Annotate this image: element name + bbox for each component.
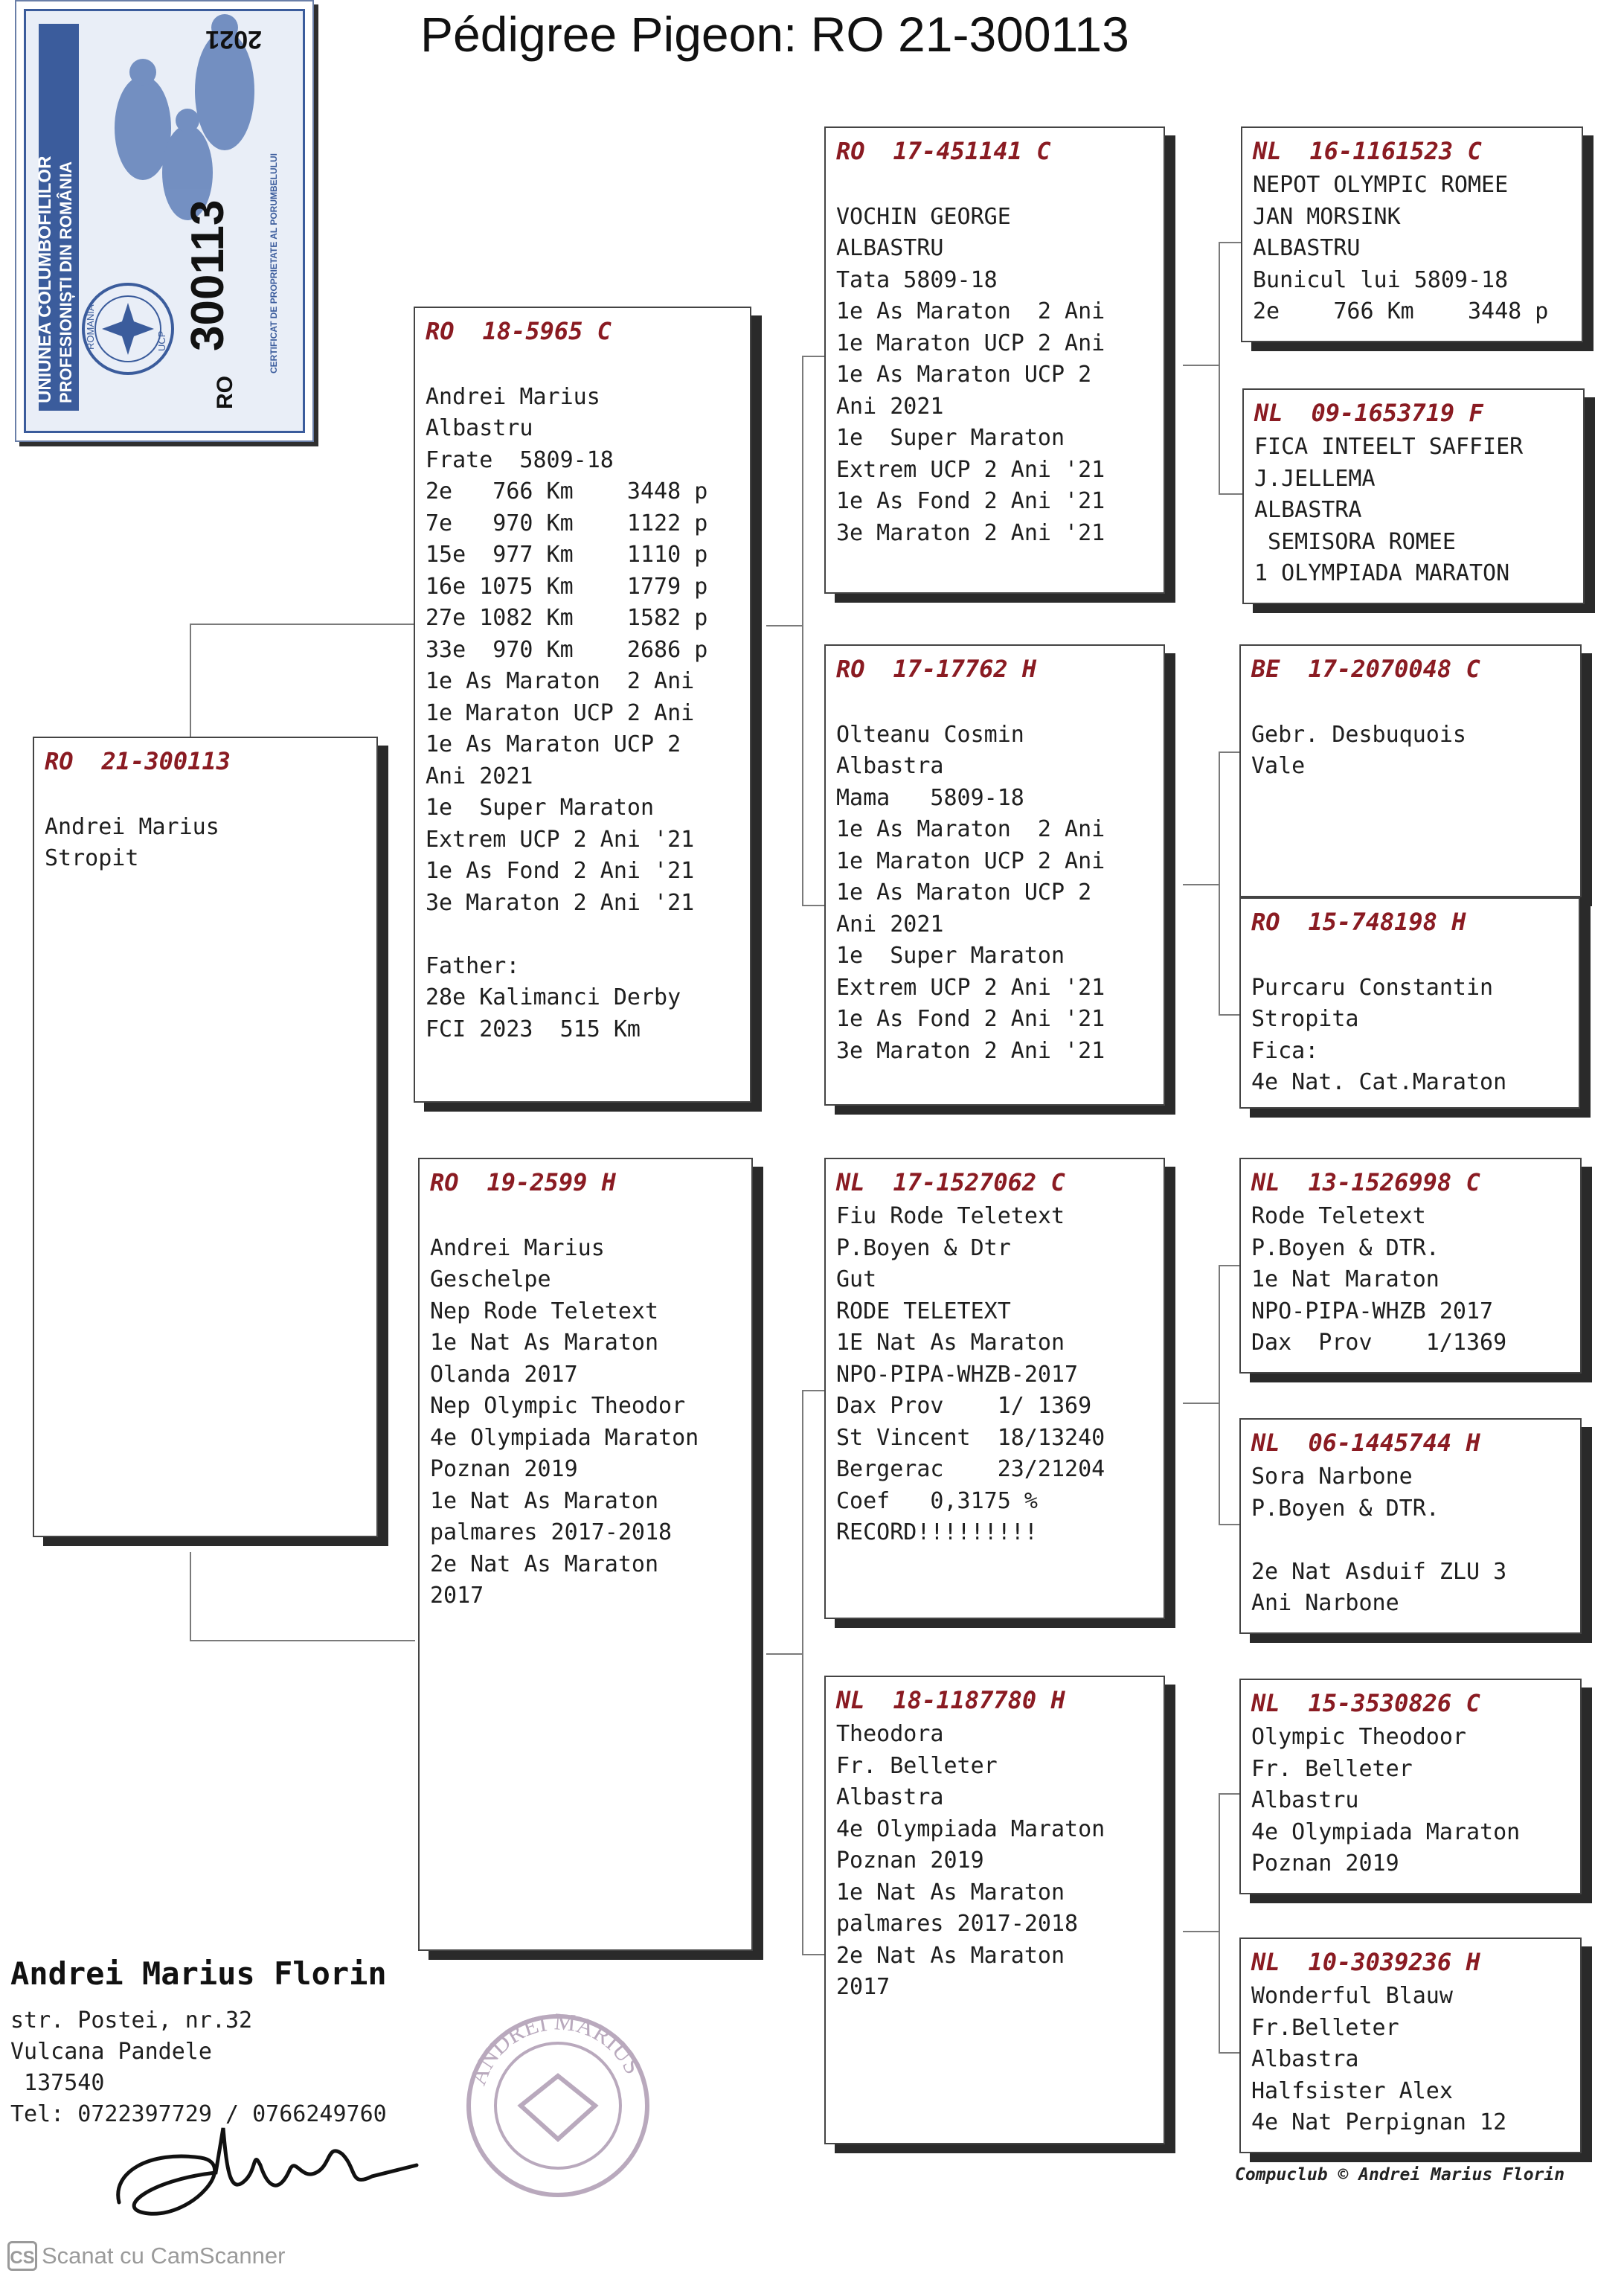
card-line: Poznan 2019 <box>430 1456 578 1482</box>
card-line: palmares 2017-2018 <box>430 1519 673 1545</box>
card-line: 2e Nat As Maraton <box>430 1551 659 1577</box>
ring-number: 21-300113 <box>101 747 231 775</box>
compuclub-copyright: Compuclub © Andrei Marius Florin <box>1235 2165 1565 2185</box>
card-line: 1E Nat As Maraton <box>836 1330 1065 1356</box>
card-header <box>1251 1685 1570 1722</box>
country-code: NL <box>1251 1948 1280 1976</box>
card-line: JAN MORSINK <box>1253 203 1401 230</box>
card-line: Halfsister Alex <box>1251 2077 1453 2104</box>
card-line: Ani 2021 <box>836 911 944 938</box>
camscanner-label: Scanat cu CamScanner <box>42 2243 286 2269</box>
country-code: NL <box>1251 1689 1280 1717</box>
card-line: 1e As Maraton UCP 2 <box>836 879 1092 906</box>
card-line: palmares 2017-2018 <box>836 1911 1079 1937</box>
ring-number: 17-451141 C <box>893 137 1051 165</box>
card-line: Stropita <box>1251 1006 1359 1032</box>
card-line <box>1251 940 1568 972</box>
card-line: Dax Prov 1/1369 <box>1251 1330 1507 1356</box>
card-line: Mama 5809-18 <box>836 784 1024 811</box>
card-header <box>1251 1943 1570 1981</box>
card-header <box>1253 132 1571 170</box>
owner-street: str. Postei, nr.32 <box>10 2007 253 2033</box>
card-header <box>45 743 366 780</box>
card-line: 28e Kalimanci Derby <box>426 984 681 1010</box>
country-code: RO <box>45 747 74 775</box>
country-code: NL <box>1254 399 1283 427</box>
card-line: Extrem UCP 2 Ani '21 <box>836 974 1105 1001</box>
ring-number: 18-5965 C <box>482 317 612 345</box>
card-line: St Vincent 18/13240 <box>836 1424 1105 1451</box>
card-line: Andrei Marius <box>430 1234 605 1261</box>
cert-org-line1: UNIUNEA COLUMBOFILILOR <box>35 156 55 403</box>
card-mfm <box>1239 1418 1582 1634</box>
card-line: 2017 <box>836 1974 890 2000</box>
ring-number: 06-1445744 H <box>1308 1429 1480 1457</box>
card-line: Albastra <box>836 1784 944 1810</box>
card-line: Sora Narbone <box>1251 1464 1413 1490</box>
owner-zip: 137540 <box>10 2070 105 2096</box>
card-ff <box>824 126 1165 594</box>
card-line: 1e As Maraton UCP 2 <box>836 362 1092 388</box>
card-fmf <box>1239 644 1582 897</box>
card-header <box>426 313 739 350</box>
cert-org-line2: PROFESIONIȘTI DIN ROMÂNIA <box>57 161 75 403</box>
card-line: 2017 <box>430 1583 484 1609</box>
card-line: Wonderful Blauw <box>1251 1983 1453 2009</box>
card-line: Olympic Theodoor <box>1251 1724 1466 1750</box>
card-line: ALBASTRA <box>1254 497 1362 523</box>
card-line: Poznan 2019 <box>1251 1850 1399 1876</box>
card-line: 3e Maraton 2 Ani '21 <box>836 519 1105 546</box>
card-line: Father: <box>426 952 520 979</box>
card-line: 3e Maraton 2 Ani '21 <box>426 889 695 916</box>
card-header <box>430 1164 741 1201</box>
cert-seal-left: ROMANIA <box>85 304 96 350</box>
card-line: 15e 977 Km 1110 p <box>426 542 708 568</box>
card-line: 4e Olympiada Maraton <box>1251 1818 1521 1845</box>
card-line: 1e As Maraton 2 Ani <box>836 816 1105 842</box>
cert-number: 300113 <box>182 199 234 351</box>
owner-name: Andrei Marius Florin <box>10 1955 387 1992</box>
card-line: 4e Nat Perpignan 12 <box>1251 2109 1507 2135</box>
card-header <box>836 1682 1153 1719</box>
card-line: Olanda 2017 <box>430 1361 578 1388</box>
card-line: Rode Teletext <box>1251 1203 1426 1229</box>
cert-caption: CERTIFICAT DE PROPRIETATE AL PORUMBELULUI <box>269 153 279 374</box>
card-mff <box>1239 1158 1582 1374</box>
card-line: 1e Super Maraton <box>836 425 1065 451</box>
card-line: 16e 1075 Km 1779 p <box>426 573 708 600</box>
card-line: Purcaru Constantin <box>1251 974 1494 1001</box>
card-line <box>430 1201 741 1233</box>
card-line: 2e Nat As Maraton <box>836 1942 1065 1969</box>
card-line: 1e Super Maraton <box>426 795 655 821</box>
card-line: Gebr. Desbuquois <box>1251 721 1466 748</box>
card-line: VOCHIN GEORGE <box>836 203 1011 230</box>
ring-number: 10-3039236 H <box>1308 1948 1480 1976</box>
card-line: 1e Super Maraton <box>836 943 1065 969</box>
country-code: BE <box>1251 655 1280 683</box>
ring-number: 17-17762 H <box>893 655 1037 683</box>
card-header <box>1251 1424 1570 1461</box>
card-line: 1 OLYMPIADA MARATON <box>1254 560 1510 586</box>
card-line: 1e As Fond 2 Ani '21 <box>426 858 695 884</box>
card-line: Albastru <box>1251 1787 1359 1813</box>
card-line: Theodora <box>836 1721 944 1747</box>
card-line: 1e Nat As Maraton <box>430 1487 659 1514</box>
card-line <box>836 688 1153 719</box>
card-line: 1e Nat Maraton <box>1251 1266 1440 1292</box>
card-line: Coef 0,3175 % <box>836 1487 1038 1514</box>
country-code: NL <box>836 1686 865 1714</box>
card-header <box>1254 394 1573 432</box>
card-line: 1e As Maraton 2 Ani <box>426 668 695 694</box>
owner-stamp <box>439 1994 684 2217</box>
card-line <box>1251 688 1570 719</box>
card-line: Andrei Marius <box>45 813 219 840</box>
cert-country: RO <box>213 376 237 409</box>
ring-number: 15-3530826 C <box>1308 1689 1480 1717</box>
card-line: Andrei Marius <box>426 383 600 410</box>
card-line: SEMISORA ROMEE <box>1254 528 1456 555</box>
card-father <box>414 307 751 1103</box>
card-line: FCI 2023 515 Km <box>426 1016 641 1042</box>
cert-year: 2021 <box>205 25 262 54</box>
country-code: NL <box>1253 137 1282 165</box>
owner-city: Vulcana Pandele <box>10 2039 212 2065</box>
camscanner-watermark <box>7 2241 285 2271</box>
card-line: Tata 5809-18 <box>836 266 998 293</box>
card-line: 1e Maraton UCP 2 Ani <box>836 330 1105 356</box>
country-code: RO <box>1251 908 1280 936</box>
card-line: J.JELLEMA <box>1254 465 1376 492</box>
camscanner-logo-icon: CS <box>7 2241 37 2271</box>
card-line: Extrem UCP 2 Ani '21 <box>426 826 695 853</box>
country-code: RO <box>426 317 455 345</box>
card-line: Fr. Belleter <box>1251 1755 1413 1782</box>
certificate-graphic <box>16 1 312 440</box>
ring-number: 16-1161523 C <box>1309 137 1482 165</box>
card-line: Poznan 2019 <box>836 1847 984 1874</box>
card-mother <box>418 1158 753 1951</box>
card-line: 4e Olympiada Maraton <box>836 1815 1105 1842</box>
card-line: P.Boyen & DTR. <box>1251 1495 1440 1522</box>
card-mmm <box>1239 1938 1582 2153</box>
card-fmm <box>1239 897 1580 1109</box>
card-subject <box>33 737 378 1537</box>
card-line: 1e Maraton UCP 2 Ani <box>426 699 695 726</box>
card-header <box>1251 1164 1570 1201</box>
card-line: 1e Nat As Maraton <box>836 1879 1065 1906</box>
ring-number: 17-2070048 C <box>1308 655 1480 683</box>
card-line: 4e Olympiada Maraton <box>430 1424 699 1451</box>
card-line: Vale <box>1251 753 1306 779</box>
card-line: ALBASTRU <box>836 235 944 261</box>
card-line <box>426 350 739 382</box>
card-line: P.Boyen & DTR. <box>1251 1234 1440 1261</box>
cert-seal-right: UCP <box>156 330 167 351</box>
card-line: 2e Nat Asduif ZLU 3 <box>1251 1558 1507 1585</box>
card-line: ALBASTRU <box>1253 235 1361 261</box>
card-line: Frate 5809-18 <box>426 446 614 473</box>
card-line: Stropit <box>45 845 139 871</box>
ring-number: 13-1526998 C <box>1308 1168 1480 1196</box>
card-line: Albastru <box>426 415 533 441</box>
country-code: NL <box>1251 1168 1280 1196</box>
ring-number: 09-1653719 F <box>1311 399 1483 427</box>
ring-number: 17-1527062 C <box>893 1168 1065 1196</box>
card-line: Fr.Belleter <box>1251 2014 1399 2041</box>
card-line: P.Boyen & Dtr <box>836 1234 1011 1261</box>
card-line: 2e 766 Km 3448 p <box>1253 298 1549 324</box>
ring-number: 19-2599 H <box>487 1168 616 1196</box>
card-line: 1e Maraton UCP 2 Ani <box>836 847 1105 874</box>
card-line <box>1251 1525 1570 1557</box>
stamp-text: ANDREI MARIUS <box>463 2007 647 2089</box>
card-line: Extrem UCP 2 Ani '21 <box>836 456 1105 483</box>
card-line: 33e 970 Km 2686 p <box>426 636 708 663</box>
card-mmf <box>1239 1679 1582 1894</box>
card-line: 1e As Maraton 2 Ani <box>836 298 1105 324</box>
card-line: Fica: <box>1251 1037 1319 1064</box>
country-code: NL <box>836 1168 865 1196</box>
card-fff <box>1241 126 1583 342</box>
card-line: NPO-PIPA-WHZB-2017 <box>836 1361 1079 1388</box>
card-line: Nep Rode Teletext <box>430 1298 659 1324</box>
card-line: 4e Nat. Cat.Maraton <box>1251 1069 1507 1095</box>
card-line: Albastra <box>1251 2046 1359 2072</box>
card-mm <box>824 1676 1165 2144</box>
card-line: Geschelpe <box>430 1266 551 1292</box>
ring-number: 15-748198 H <box>1308 908 1466 936</box>
card-line: NEPOT OLYMPIC ROMEE <box>1253 172 1509 198</box>
card-line: Bunicul lui 5809-18 <box>1253 266 1509 293</box>
card-line: NPO-PIPA-WHZB 2017 <box>1251 1298 1494 1324</box>
card-header <box>836 1164 1153 1201</box>
card-line: 27e 1082 Km 1582 p <box>426 605 708 631</box>
card-header <box>836 132 1153 170</box>
card-line: Bergerac 23/21204 <box>836 1456 1105 1482</box>
card-header <box>836 650 1153 688</box>
country-code: RO <box>836 655 865 683</box>
card-header <box>1251 903 1568 940</box>
card-line: 1e As Maraton UCP 2 <box>426 731 681 757</box>
card-line: Olteanu Cosmin <box>836 721 1024 748</box>
card-line: Ani 2021 <box>426 763 533 789</box>
card-line <box>836 170 1153 202</box>
card-line: 1e Nat As Maraton <box>430 1330 659 1356</box>
card-line: 3e Maraton 2 Ani '21 <box>836 1037 1105 1064</box>
card-mf <box>824 1158 1165 1619</box>
country-code: RO <box>430 1168 459 1196</box>
card-fm <box>824 644 1165 1106</box>
signature <box>104 2083 454 2232</box>
card-line: 2e 766 Km 3448 p <box>426 478 708 504</box>
card-line: RODE TELETEXT <box>836 1298 1011 1324</box>
card-ffm <box>1242 388 1585 604</box>
card-line: FICA INTEELT SAFFIER <box>1254 434 1524 460</box>
owner-phone: Tel: 0722397729 / 0766249760 <box>10 2101 387 2127</box>
card-line: RECORD!!!!!!!!! <box>836 1519 1038 1545</box>
card-line: Ani Narbone <box>1251 1590 1399 1616</box>
card-line: Gut <box>836 1266 877 1292</box>
card-line <box>45 780 366 812</box>
card-line: 1e As Fond 2 Ani '21 <box>836 488 1105 514</box>
ownership-certificate <box>15 0 314 442</box>
card-line: Ani 2021 <box>836 393 944 420</box>
card-line: 7e 970 Km 1122 p <box>426 510 708 536</box>
page-title: Pédigree Pigeon: RO 21-300113 <box>420 7 1129 62</box>
card-line: Albastra <box>836 753 944 779</box>
card-line: Fr. Belleter <box>836 1752 998 1779</box>
card-line: 1e As Fond 2 Ani '21 <box>836 1006 1105 1032</box>
card-line <box>426 919 739 951</box>
card-line: Nep Olympic Theodor <box>430 1393 686 1419</box>
country-code: NL <box>1251 1429 1280 1457</box>
card-header <box>1251 650 1570 688</box>
ring-number: 18-1187780 H <box>893 1686 1065 1714</box>
card-line: Dax Prov 1/ 1369 <box>836 1393 1092 1419</box>
country-code: RO <box>836 137 865 165</box>
card-line: Fiu Rode Teletext <box>836 1203 1065 1229</box>
